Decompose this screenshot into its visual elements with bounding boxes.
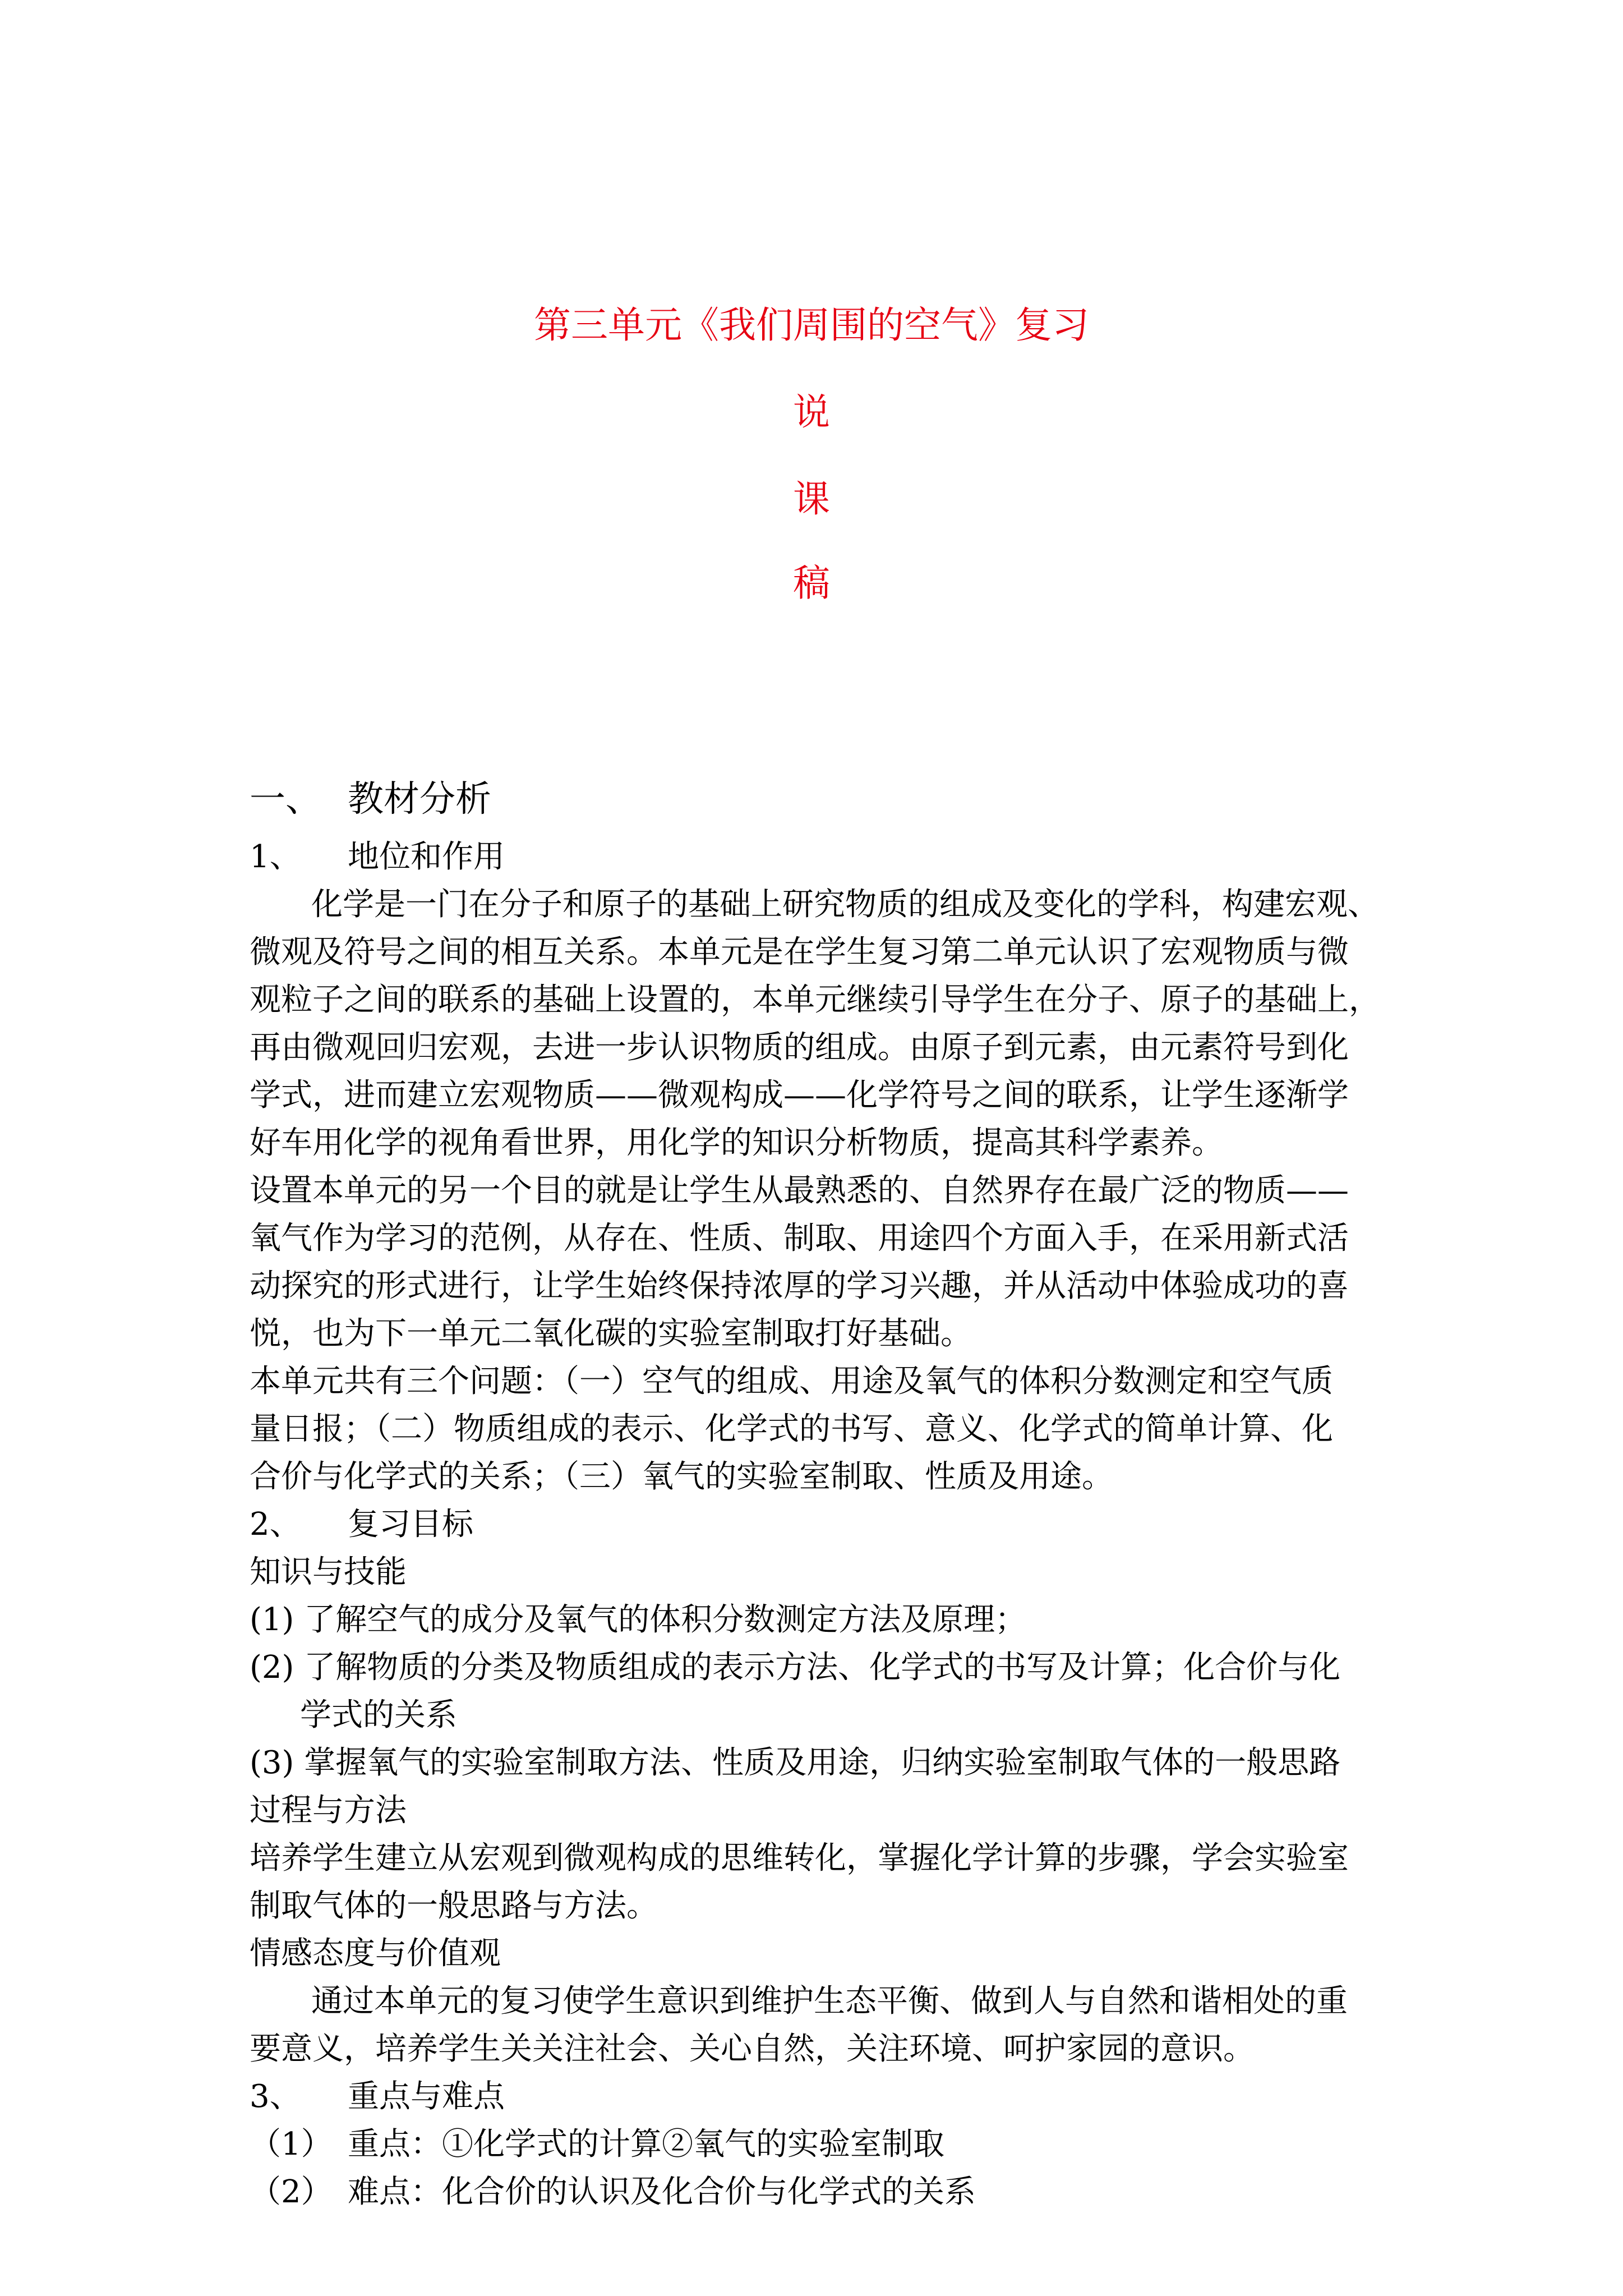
subsection-number: 3、 — [250, 2078, 301, 2115]
paragraph-line: 培养学生建立从宏观到微观构成的思维转化，掌握化学计算的步骤，学会实验室 — [250, 1840, 1349, 1876]
title-char-1: 说 — [793, 390, 830, 434]
section-label: 教材分析 — [348, 779, 491, 820]
paragraph-unit-topics — [250, 1358, 1391, 1501]
paragraph-line: 通过本单元的复习使学生意识到维护生态平衡、做到人与自然和谐相处的重 — [311, 1983, 1348, 2019]
keypoint-number: （2） — [250, 2174, 333, 2210]
paragraph-line: 化学是一门在分子和原子的基础上研究物质的组成及变化的学科，构建宏观、 — [311, 886, 1379, 923]
paragraph-line: 制取气体的一般思路与方法。 — [250, 1888, 658, 1924]
subsection-label: 重点与难点 — [348, 2078, 505, 2115]
knowledge-item-1: (1) 了解空气的成分及氧气的体积分数测定方法及原理； — [250, 1602, 1027, 1638]
paragraph-line: 微观及符号之间的相互关系。本单元是在学生复习第二单元认识了宏观物质与微 — [250, 934, 1349, 970]
knowledge-item-2: (2) 了解物质的分类及物质组成的表示方法、化学式的书写及计算；化合价与化 — [250, 1649, 1341, 1686]
paragraph-line: 要意义，培养学生关关注社会、关心自然，关注环境、呵护家园的意识。 — [250, 2031, 1255, 2067]
title-char-2: 课 — [793, 477, 830, 521]
paragraph-line: 设置本单元的另一个目的就是让学生从最熟悉的、自然界存在最广泛的物质—— — [250, 1172, 1349, 1209]
keypoint-item-2 — [250, 2168, 1391, 2216]
paragraph-line: 再由微观回归宏观，去进一步认识物质的组成。由原子到元素，由元素符号到化 — [250, 1029, 1349, 1066]
emotion-heading: 情感态度与价值观 — [250, 1935, 501, 1972]
subsection-heading-1 — [250, 833, 1391, 881]
keypoint-item-1 — [250, 2120, 1391, 2168]
knowledge-item-3: (3) 掌握氧气的实验室制取方法、性质及用途，归纳实验室制取气体的一般思路 — [250, 1745, 1341, 1781]
paragraph-line: 观粒子之间的联系的基础上设置的，本单元继续引导学生在分子、原子的基础上， — [250, 982, 1380, 1018]
subsection-label: 地位和作用 — [348, 839, 505, 875]
subsection-number: 1、 — [250, 839, 301, 875]
knowledge-item-2-continued: 学式的关系 — [300, 1697, 457, 1733]
subsection-heading-2 — [250, 1501, 1391, 1548]
document-title: 第三单元《我们周围的空气》复习 — [534, 303, 1089, 347]
paragraph-line: 本单元共有三个问题：（一）空气的组成、用途及氧气的体积分数测定和空气质 — [250, 1363, 1333, 1400]
paragraph-line: 动探究的形式进行，让学生始终保持浓厚的学习兴趣，并从活动中体验成功的喜 — [250, 1268, 1349, 1304]
paragraph-position-role — [250, 881, 1391, 1167]
paragraph-line: 合价与化学式的关系；（三）氧气的实验室制取、性质及用途。 — [250, 1458, 1113, 1495]
section-number: 一、 — [250, 779, 321, 820]
subsection-number: 2、 — [250, 1506, 301, 1543]
paragraph-oxygen-purpose — [250, 1167, 1391, 1358]
keypoint-text: 难点：化合价的认识及化合价与化学式的关系 — [348, 2174, 976, 2210]
keypoint-text: 重点：①化学式的计算②氧气的实验室制取 — [348, 2126, 944, 2162]
process-heading: 过程与方法 — [250, 1792, 407, 1829]
document-body — [250, 771, 1391, 2216]
section-heading-1 — [250, 771, 1391, 833]
subsection-label: 复习目标 — [348, 1506, 473, 1543]
subsection-heading-3 — [250, 2073, 1391, 2120]
title-char-3: 稿 — [793, 562, 830, 605]
paragraph-line: 学式，进而建立宏观物质——微观构成——化学符号之间的联系，让学生逐渐学 — [250, 1077, 1349, 1114]
knowledge-heading: 知识与技能 — [250, 1554, 407, 1590]
paragraph-line: 悦，也为下一单元二氧化碳的实验室制取打好基础。 — [250, 1315, 972, 1352]
keypoint-number: （1） — [250, 2126, 333, 2162]
paragraph-line: 好车用化学的视角看世界，用化学的知识分析物质，提高其科学素养。 — [250, 1125, 1223, 1161]
paragraph-line: 氧气作为学习的范例，从存在、性质、制取、用途四个方面入手，在采用新式活 — [250, 1220, 1349, 1257]
paragraph-line: 量日报；（二）物质组成的表示、化学式的书写、意义、化学式的简单计算、化 — [250, 1411, 1333, 1447]
